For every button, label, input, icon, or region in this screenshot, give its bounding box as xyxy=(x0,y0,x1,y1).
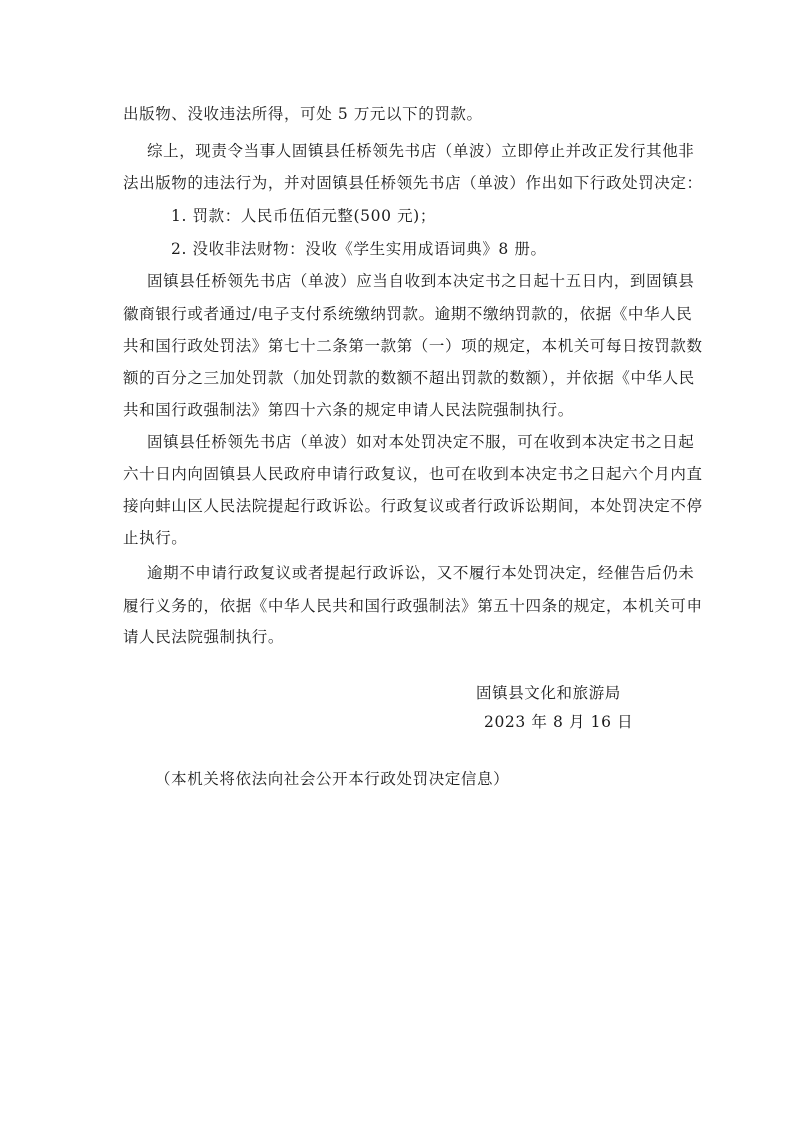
payment-line: 共和国行政处罚法》第七十二条第一款第（一）项的规定，本机关可每日按罚款数 xyxy=(123,337,703,355)
payment-line: 固镇县任桥领先书店（单波）应当自收到本决定书之日起十五日内，到固镇县 xyxy=(147,272,695,290)
summary-line: 综上，现责令当事人固镇县任桥领先书店（单波）立即停止并改正发行其他非 xyxy=(147,142,695,160)
penalty-item: 1. 罚款：人民币伍佰元整(500 元)； xyxy=(171,207,436,225)
payment-line: 额的百分之三加处罚款（加处罚款的数额不超出罚款的数额），并依据《中华人民 xyxy=(123,369,695,387)
enforcement-line: 请人民法院强制执行。 xyxy=(123,628,285,646)
penalty-item: 2. 没收非法财物：没收《学生实用成语词典》8 册。 xyxy=(171,240,547,258)
appeal-line: 接向蚌山区人民法院提起行政诉讼。行政复议或者行政诉讼期间，本处罚决定不停 xyxy=(123,497,703,515)
enforcement-line: 逾期不申请行政复议或者提起行政诉讼，又不履行本处罚决定，经催告后仍未 xyxy=(147,564,695,582)
issuing-authority: 固镇县文化和旅游局 xyxy=(476,684,621,702)
payment-line: 共和国行政强制法》第四十六条的规定申请人民法院强制执行。 xyxy=(123,401,574,419)
appeal-line: 固镇县任桥领先书店（单波）如对本处罚决定不服，可在收到本决定书之日起 xyxy=(147,433,695,451)
continuation-line: 出版物、没收违法所得，可处 5 万元以下的罚款。 xyxy=(123,105,483,123)
issue-date: 2023 年 8 月 16 日 xyxy=(484,713,634,731)
appeal-line: 六十日内向固镇县人民政府申请行政复议，也可在收到本决定书之日起六个月内直 xyxy=(123,465,703,483)
disclosure-note: （本机关将依法向社会公开本行政处罚决定信息） xyxy=(155,770,510,788)
appeal-line: 止执行。 xyxy=(123,529,188,547)
enforcement-line: 履行义务的，依据《中华人民共和国行政强制法》第五十四条的规定，本机关可申 xyxy=(123,597,703,615)
summary-line: 法出版物的违法行为，并对固镇县任桥领先书店（单波）作出如下行政处罚决定： xyxy=(123,174,703,192)
payment-line: 徽商银行或者通过/电子支付系统缴纳罚款。逾期不缴纳罚款的，依据《中华人民 xyxy=(123,305,693,323)
